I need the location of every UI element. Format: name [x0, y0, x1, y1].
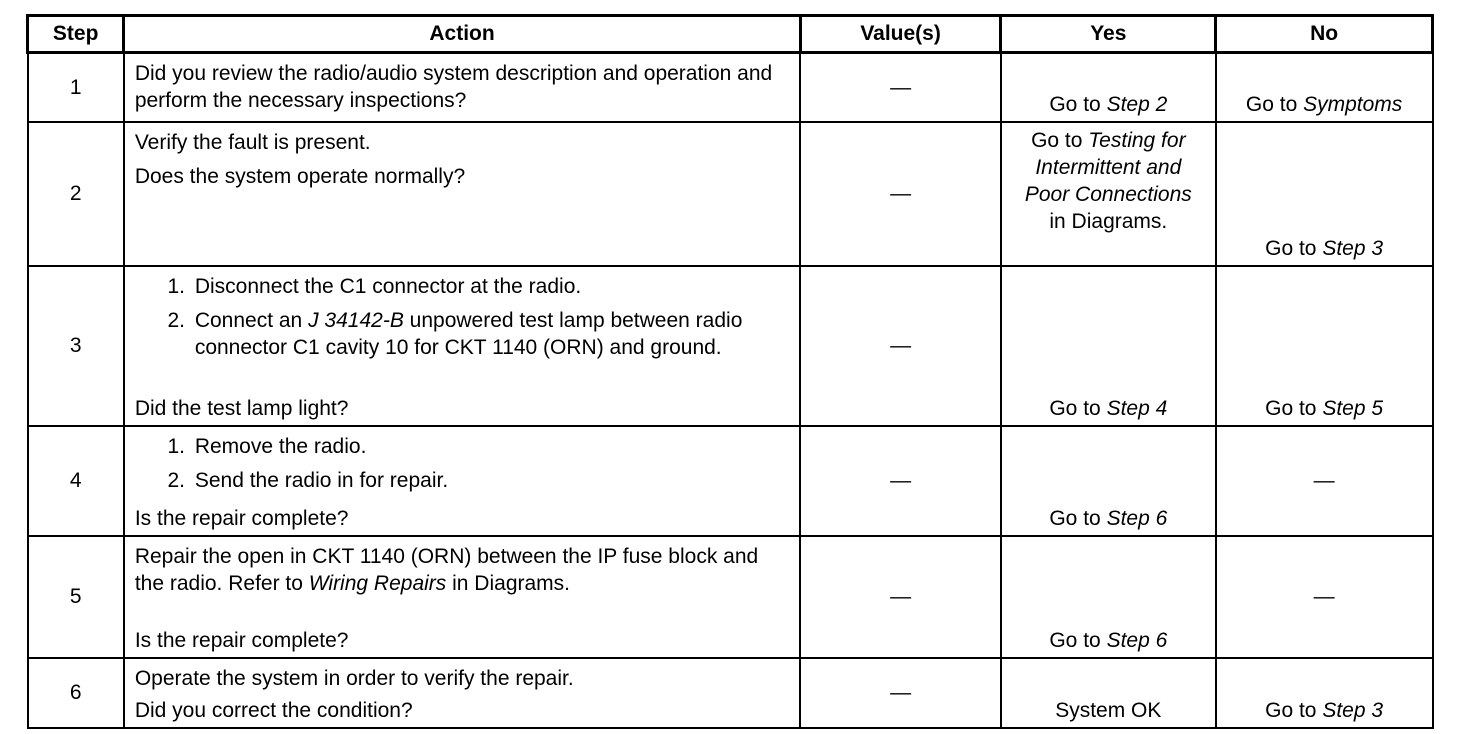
yes-cell: [1001, 536, 1216, 658]
no-prefix: Go to: [1265, 237, 1317, 260]
action-cell: [124, 536, 800, 658]
action-cell: [124, 266, 800, 426]
action-post: in Diagrams.: [452, 572, 570, 595]
yes-cell: [1001, 658, 1216, 728]
action-question: Does the system operate normally?: [134, 165, 466, 188]
value-cell: —: [800, 658, 1001, 728]
table-row: [28, 122, 1433, 266]
action-question: Did you correct the condition?: [134, 699, 413, 722]
yes-cell: [1001, 53, 1216, 123]
action-question: Is the repair complete?: [134, 629, 349, 652]
no-link: Symptoms: [1303, 93, 1403, 116]
table-row: [28, 658, 1433, 728]
action-item: [191, 307, 791, 361]
yes-cell: [1001, 426, 1216, 536]
action-instruction: Operate the system in order to verify the repair.: [134, 667, 574, 690]
yes-link: Step 6: [1106, 507, 1168, 530]
yes-suffix: in Diagrams.: [1049, 210, 1168, 233]
no-cell: [1216, 53, 1433, 123]
value-cell: —: [800, 53, 1001, 123]
no-cell: [1216, 658, 1433, 728]
no-cell: —: [1216, 536, 1433, 658]
action-cell: [124, 53, 800, 123]
action-item: 2. Send the radio in for repair.: [191, 467, 791, 494]
yes-link-line3: Poor Connections: [1024, 183, 1192, 206]
yes-link-line1: Testing for: [1088, 129, 1186, 152]
action-cell: [124, 658, 800, 728]
header-values: Value(s): [800, 16, 1001, 53]
yes-result: System OK: [1055, 699, 1162, 722]
action-question: Is the repair complete?: [134, 507, 349, 530]
header-no: No: [1216, 16, 1433, 53]
reference-link: Wiring Repairs: [308, 572, 447, 595]
yes-link: Step 6: [1106, 629, 1168, 652]
action-item-pre: Connect an: [194, 309, 303, 332]
no-prefix: Go to: [1245, 93, 1298, 116]
table-header-row: [28, 16, 1433, 53]
no-link: Step 3: [1322, 237, 1384, 260]
action-cell: [124, 426, 800, 536]
table-row: [28, 426, 1433, 536]
no-cell: —: [1216, 426, 1433, 536]
action-text: Did you review the radio/audio system description and operation and perform the necessary inspections?: [134, 62, 773, 112]
step-number: 3: [28, 266, 124, 426]
yes-prefix: Go to: [1049, 93, 1101, 116]
no-cell: [1216, 122, 1433, 266]
tool-number: J 34142-B: [308, 309, 404, 332]
no-link: Step 3: [1322, 699, 1384, 722]
header-action: Action: [124, 16, 800, 53]
header-step: Step: [28, 16, 124, 53]
value-cell: —: [800, 536, 1001, 658]
yes-prefix: Go to: [1049, 397, 1101, 420]
step-number: 6: [28, 658, 124, 728]
no-prefix: Go to: [1265, 699, 1317, 722]
action-item: 1. Remove the radio.: [191, 433, 791, 460]
value-cell: —: [800, 426, 1001, 536]
yes-prefix: Go to: [1031, 129, 1083, 152]
action-pre: Repair the open in CKT 1140 (ORN) between the IP fuse block and the radio. Refer to: [134, 545, 759, 595]
action-item-post: unpowered test lamp between radio connector C1 cavity 10 for CKT 1140 (ORN) and ground.: [194, 309, 743, 359]
action-cell: [124, 122, 800, 266]
yes-link-line2: Intermittent and: [1035, 156, 1182, 179]
yes-prefix: Go to: [1049, 629, 1101, 652]
no-link: Step 5: [1322, 397, 1384, 420]
yes-link: Step 4: [1106, 397, 1168, 420]
diagnostic-table: [26, 14, 1434, 729]
step-number: 1: [28, 53, 124, 123]
action-instruction: Verify the fault is present.: [134, 131, 371, 154]
no-cell: [1216, 266, 1433, 426]
table-row: [28, 266, 1433, 426]
yes-cell: [1001, 266, 1216, 426]
yes-link: Step 2: [1106, 93, 1168, 116]
table-row: [28, 53, 1433, 123]
value-cell: —: [800, 122, 1001, 266]
table-row: [28, 536, 1433, 658]
header-yes: Yes: [1001, 16, 1216, 53]
step-number: 4: [28, 426, 124, 536]
value-cell: —: [800, 266, 1001, 426]
step-number: 2: [28, 122, 124, 266]
yes-cell: [1001, 122, 1216, 266]
yes-prefix: Go to: [1049, 507, 1101, 530]
step-number: 5: [28, 536, 124, 658]
action-item: 1. Disconnect the C1 connector at the radio.: [191, 273, 791, 300]
action-question: Did the test lamp light?: [134, 397, 349, 420]
action-instruction: [135, 543, 791, 597]
no-prefix: Go to: [1265, 397, 1317, 420]
